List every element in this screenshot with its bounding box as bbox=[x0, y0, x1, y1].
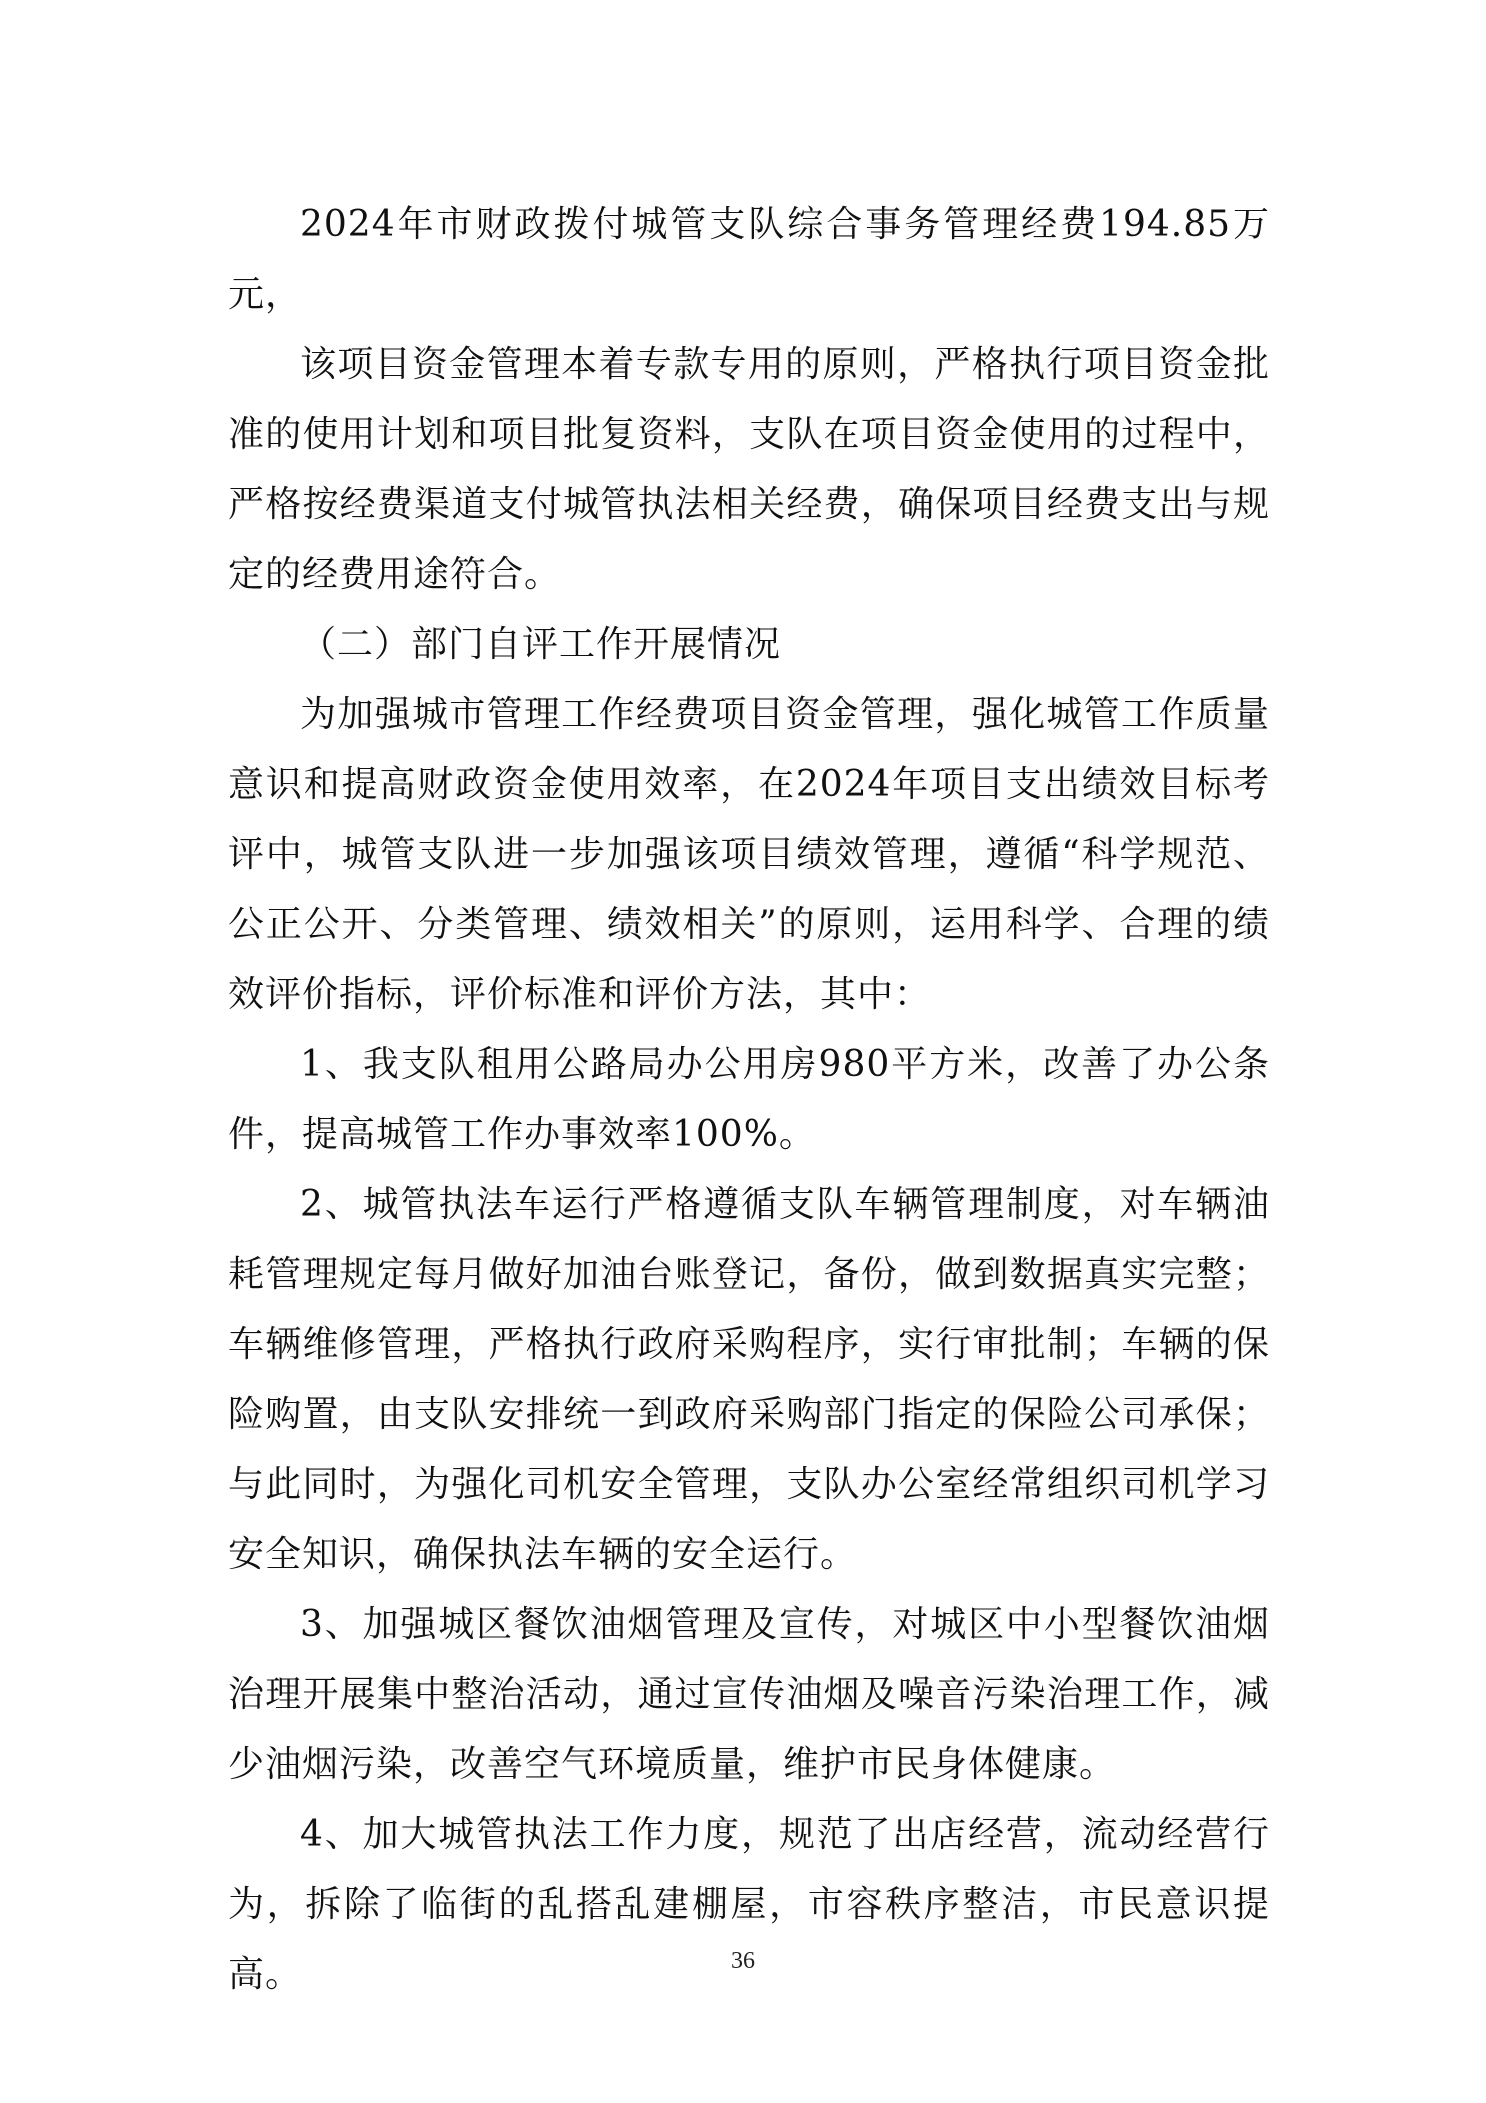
page-number: 36 bbox=[731, 1948, 755, 1974]
list-item-1: 1、我支队租用公路局办公用房980平方米，改善了办公条件，提高城管工作办事效率100%。 bbox=[228, 1044, 1270, 1155]
funding-paragraph: 2024年市财政拨付城管支队综合事务管理经费194.85万元， bbox=[228, 204, 1270, 315]
document-body bbox=[228, 190, 1270, 2010]
fund-management-paragraph: 该项目资金管理本着专款专用的原则，严格执行项目资金批准的使用计划和项目批复资料，支队在项目资金使用的过程中，严格按经费渠道支付城管执法相关经费，确保项目经费支出与规定的经费用途符合。 bbox=[228, 344, 1270, 595]
list-item-2: 2、城管执法车运行严格遵循支队车辆管理制度，对车辆油耗管理规定每月做好加油台账登记，备份，做到数据真实完整；车辆维修管理，严格执行政府采购程序，实行审批制；车辆的保险购置，由支队安排统一到政府采购部门指定的保险公司承保；与此同时，为强化司机安全管理，支队办公室经常组织司机学习安全知识，确保执法车辆的安全运行。 bbox=[228, 1184, 1270, 1575]
list-item-4: 4、加大城管执法工作力度，规范了出店经营，流动经营行为，拆除了临街的乱搭乱建棚屋，市容秩序整洁，市民意识提高。 bbox=[228, 1814, 1270, 1995]
section-heading: （二）部门自评工作开展情况 bbox=[300, 624, 782, 665]
list-item-3: 3、加强城区餐饮油烟管理及宣传，对城区中小型餐饮油烟治理开展集中整治活动，通过宣传油烟及噪音污染治理工作，减少油烟污染，改善空气环境质量，维护市民身体健康。 bbox=[228, 1604, 1270, 1785]
self-evaluation-intro: 为加强城市管理工作经费项目资金管理，强化城管工作质量意识和提高财政资金使用效率，在2024年项目支出绩效目标考评中，城管支队进一步加强该项目绩效管理，遵循“科学规范、公正公开、分类管理、绩效相关”的原则，运用科学、合理的绩效评价指标，评价标准和评价方法，其中： bbox=[228, 694, 1270, 1015]
